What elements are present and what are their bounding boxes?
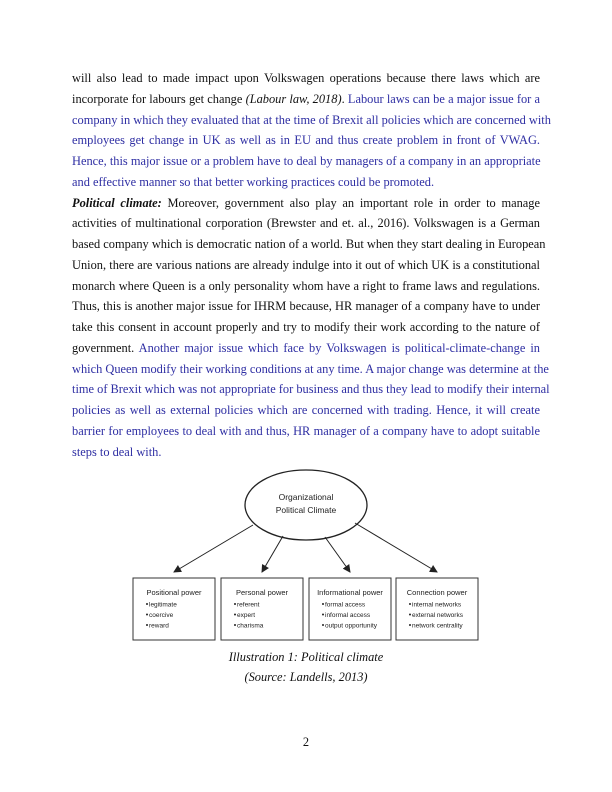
- text-segment: take this consent in account properly and try to modify their work according to the nature of: [72, 320, 540, 334]
- text-segment: company in which they evaluated that at the time of Brexit all policies which are concerned with: [72, 112, 551, 127]
- text-line: [72, 68, 540, 89]
- text-segment: Thus, this is another major issue for IHRM because, HR manager of a company have to under: [72, 299, 540, 314]
- bullet-icon: [234, 624, 236, 626]
- power-box-item: internal networks: [412, 601, 462, 609]
- text-segment: will also lead to made impact upon Volkswagen operations because there laws which are: [72, 71, 540, 85]
- center-label: Organizational: [278, 492, 334, 502]
- text-line: [72, 276, 540, 297]
- text-segment: Labour laws can be a major issue for a: [344, 91, 540, 106]
- section-heading: Political climate:: [72, 195, 162, 210]
- power-box-item: formal access: [325, 601, 366, 609]
- text-segment: government.: [72, 340, 139, 355]
- text-segment: based company which is democratic nation of a world. But when they start dealing in European: [72, 237, 546, 251]
- center-label: Political Climate: [275, 505, 337, 515]
- power-box-title: Personal power: [235, 588, 289, 597]
- text-line: [72, 421, 540, 442]
- text-segment: activities of multinational corporation (Brewster and et. al., 2016). Volkswagen is a German: [72, 216, 540, 231]
- arrow: [355, 523, 437, 572]
- bullet-icon: [322, 603, 324, 605]
- power-box-item: referent: [237, 601, 260, 609]
- citation: (Labour law, 2018): [245, 91, 342, 106]
- bullet-icon: [234, 603, 236, 605]
- power-box-item: expert: [237, 612, 256, 619]
- bullet-icon: [146, 624, 148, 626]
- text-line: [72, 379, 550, 400]
- figure-source: (Source: Landells, 2013): [244, 670, 368, 684]
- text-line: [72, 234, 546, 255]
- text-line: [72, 193, 540, 214]
- text-line: [72, 400, 540, 421]
- power-box-title: Positional power: [146, 588, 202, 597]
- power-box-item: coercive: [149, 612, 174, 619]
- text-segment: and effective manner so that better working practices could be promoted.: [72, 174, 435, 189]
- arrow: [325, 537, 350, 572]
- political-climate-diagram: [125, 468, 490, 648]
- power-box-item: network centrality: [412, 622, 463, 630]
- power-box-item: informal access: [325, 612, 371, 619]
- bullet-icon: [146, 603, 148, 605]
- text-line: [72, 213, 540, 234]
- text-segment: .: [341, 91, 345, 106]
- power-box-item: charisma: [237, 622, 264, 630]
- text-line: [72, 172, 540, 193]
- text-segment: policies as well as external policies which are concerned with trading. Hence, it will create: [72, 403, 540, 417]
- arrow: [262, 536, 283, 572]
- bullet-icon: [234, 614, 236, 616]
- bullet-icon: [409, 614, 411, 616]
- bullet-icon: [409, 603, 411, 605]
- power-box-item: external networks: [412, 612, 463, 619]
- text-segment: monarch where Queen is a only personality whom have a right to frame laws and regulations.: [72, 278, 540, 293]
- arrow: [174, 525, 253, 572]
- power-box-title: Connection power: [406, 588, 468, 597]
- figure-caption: Illustration 1: Political climate: [228, 650, 384, 664]
- power-box-item: output opportunity: [325, 622, 378, 630]
- page-number: 2: [302, 735, 310, 749]
- text-line: [72, 296, 540, 317]
- text-segment: employees get change in UK as well as in EU and thus create problem in front of VWAG.: [72, 133, 540, 148]
- power-box-title: Informational power: [317, 588, 383, 597]
- text-line: [72, 317, 540, 338]
- text-segment: steps to deal with.: [72, 444, 162, 459]
- power-box-item: legitimate: [149, 601, 177, 609]
- bullet-icon: [146, 614, 148, 616]
- text-segment: Union, there are various nations are already indulge into it out of which UK is a constitutional: [72, 257, 540, 272]
- power-box-item: reward: [149, 622, 169, 630]
- text-segment: barrier for employees to deal with and thus, HR manager of a company have to adopt suitable: [72, 423, 540, 438]
- text-line: [72, 338, 540, 359]
- text-line: [72, 151, 540, 172]
- text-segment: time of Brexit which was not appropriate for business and thus they lead to modify their internal: [72, 382, 550, 397]
- text-segment: Hence, this major issue or a problem have to deal by managers of a company in an appropriate: [72, 154, 541, 168]
- text-line: [72, 442, 540, 463]
- bullet-icon: [409, 624, 411, 626]
- text-line: [72, 359, 549, 380]
- text-segment: incorporate for labours get change: [72, 91, 246, 106]
- bullet-icon: [322, 624, 324, 626]
- text-line: [72, 89, 540, 110]
- text-line: [72, 255, 540, 276]
- text-segment: which Queen modify their working conditions at any time. A major change was determine at the: [72, 361, 549, 376]
- text-segment: Moreover, government also play an important role in order to manage: [161, 195, 540, 210]
- text-segment: Another major issue which face by Volkswagen is political-climate-change in: [138, 340, 540, 355]
- text-line: [72, 110, 551, 131]
- text-line: [72, 130, 540, 151]
- bullet-icon: [322, 614, 324, 616]
- body-text: [72, 68, 551, 462]
